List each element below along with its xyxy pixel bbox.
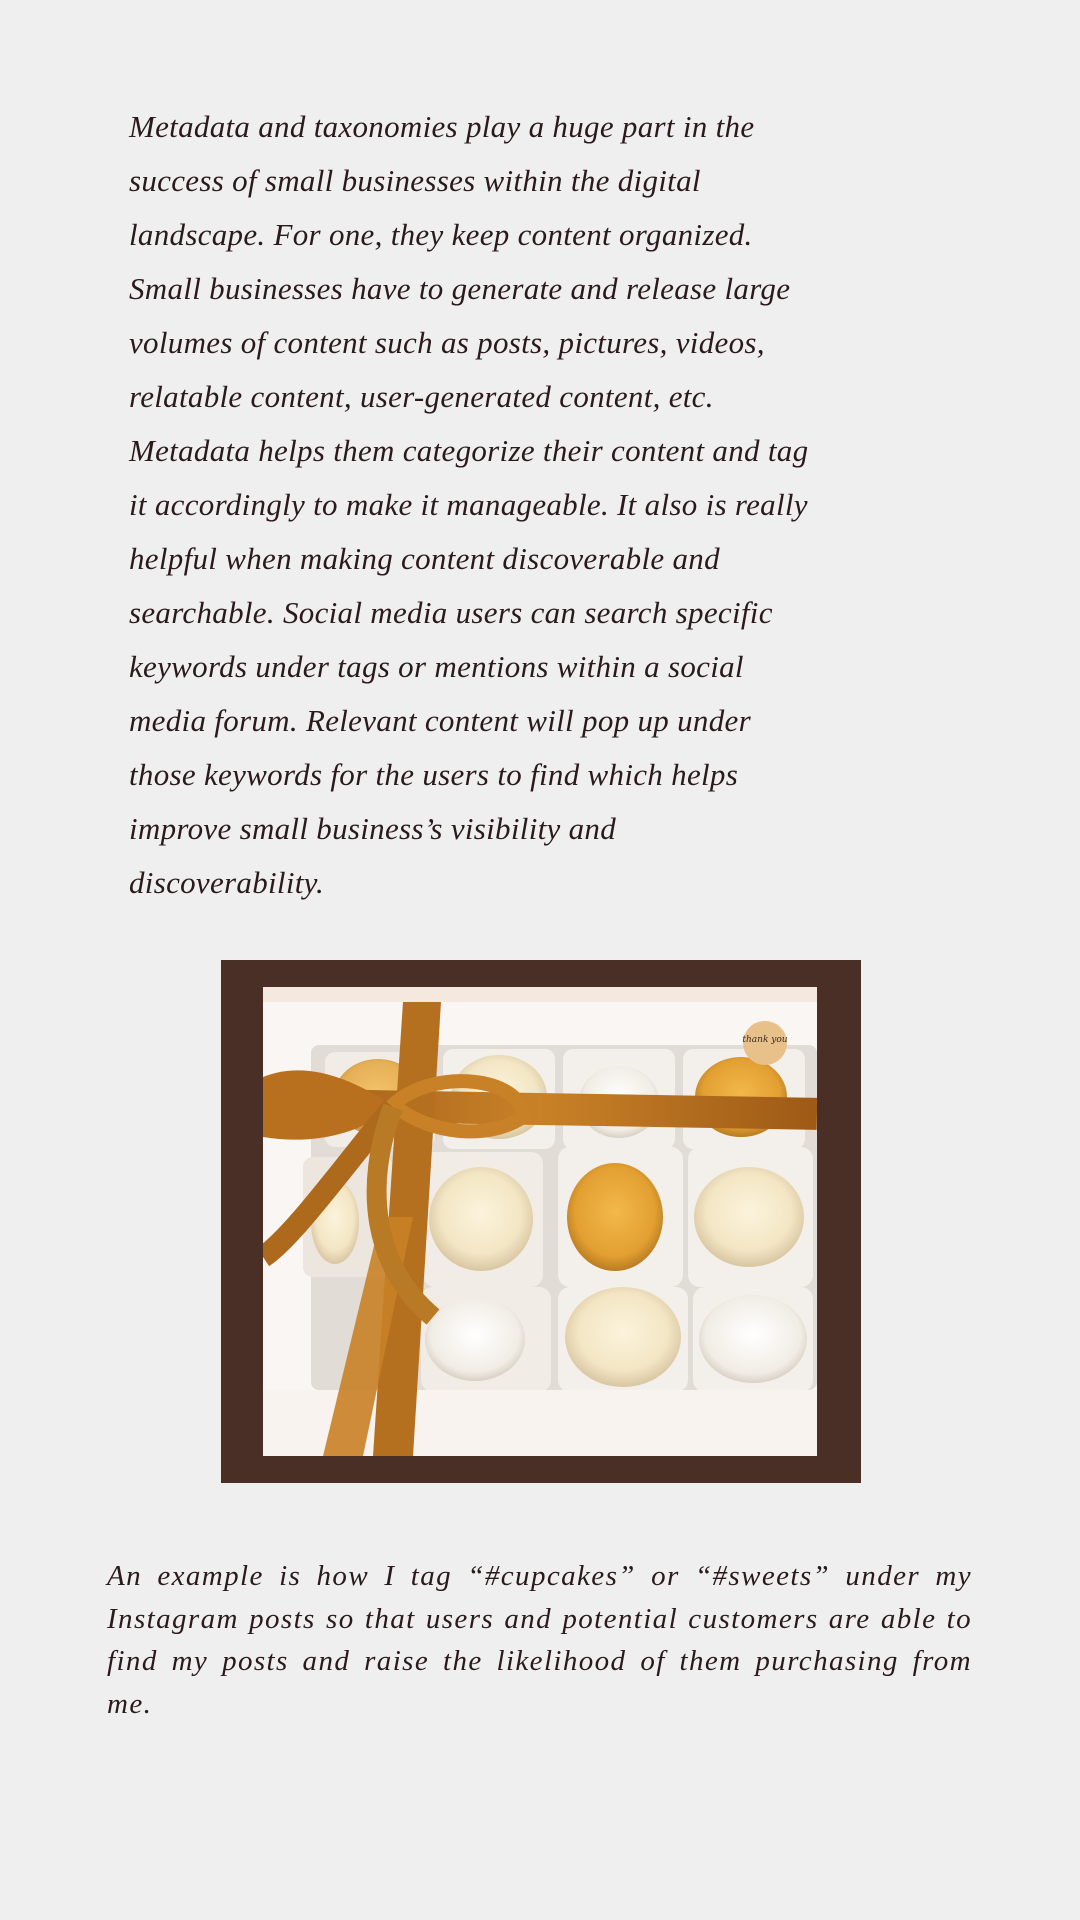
photo-frame: [221, 960, 861, 1483]
svg-text:thank you: thank you: [742, 1035, 788, 1045]
paragraph-line: Metadata and taxonomies play a huge part in the: [129, 109, 755, 144]
paragraph-line: helpful when making content discoverable and: [129, 541, 720, 576]
cupcake-box-illustration: [263, 987, 817, 1456]
paragraph-line: discoverability.: [129, 865, 325, 900]
paragraph-line: keywords under tags or mentions within a social: [129, 649, 744, 684]
cupcake-box-photo: [263, 987, 817, 1456]
paragraph-line: those keywords for the users to find which helps: [129, 757, 739, 792]
metadata-paragraph: [129, 100, 969, 910]
paragraph-line: media forum. Relevant content will pop up under: [129, 703, 751, 738]
paragraph-line: relatable content, user-generated content, etc.: [129, 379, 714, 414]
paragraph-line: landscape. For one, they keep content organized.: [129, 217, 753, 252]
paragraph-line: searchable. Social media users can search specific: [129, 595, 773, 630]
paragraph-line: it accordingly to make it manageable. It also is really: [129, 487, 808, 522]
paragraph-line: success of small businesses within the digital: [129, 163, 701, 198]
instagram-example-paragraph: An example is how I tag “#cupcakes” or “#sweets” under my Instagram posts so that users and potential customers are able to find my posts and raise the likelihood of them purchasing from me.: [107, 1560, 972, 1720]
paragraph-line: Small businesses have to generate and release large: [129, 271, 791, 306]
paragraph-line: Metadata helps them categorize their content and tag: [129, 433, 809, 468]
paragraph-line: volumes of content such as posts, pictures, videos,: [129, 325, 765, 360]
paragraph-line: improve small business’s visibility and: [129, 811, 617, 846]
